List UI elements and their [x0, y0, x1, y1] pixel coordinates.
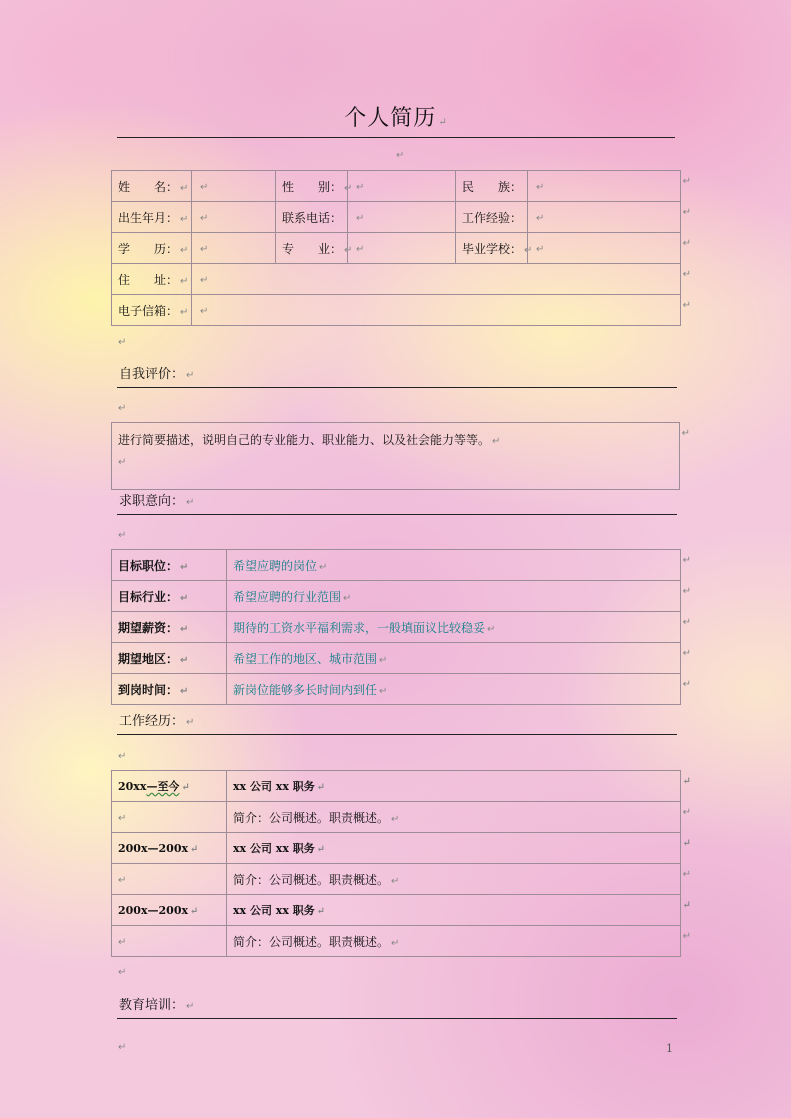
education-heading: 教育培训： ↵	[117, 995, 677, 1019]
address-label: 住 址： ↵	[112, 264, 192, 295]
table-row	[112, 423, 680, 490]
target-position-value[interactable]: 希望应聘的岗位 ↵ ↵	[227, 550, 681, 581]
work-description[interactable]: 简介：公司概述。职责概述。 ↵ ↵	[227, 864, 681, 895]
email-value[interactable]: ↵ ↵	[192, 295, 681, 326]
work-period: 200x—200x ↵	[112, 833, 227, 864]
education-label: 学 历： ↵	[112, 233, 192, 264]
paragraph-mark: ↵	[118, 403, 127, 414]
work-description[interactable]: 简介：公司概述。职责概述。 ↵ ↵	[227, 802, 681, 833]
table-row	[112, 833, 681, 864]
job-intent-table	[111, 549, 691, 705]
work-table	[111, 770, 691, 957]
job-intent-heading: 求职意向： ↵	[117, 491, 677, 515]
email-label: 电子信箱： ↵	[112, 295, 192, 326]
start-time-label: 到岗时间： ↵	[112, 674, 227, 705]
school-label: 毕业学校： ↵	[456, 233, 528, 264]
gender-value[interactable]: ↵	[348, 171, 456, 202]
paragraph-mark: ↵	[118, 530, 127, 541]
work-company[interactable]: xx 公司 xx 职务 ↵ ↵	[227, 771, 681, 802]
table-row	[112, 581, 681, 612]
empty-cell: ↵	[112, 864, 227, 895]
major-label: 专 业： ↵	[276, 233, 348, 264]
table-row	[112, 674, 681, 705]
table-row	[112, 771, 681, 802]
paragraph-mark: ↵	[438, 117, 448, 128]
major-value[interactable]: ↵	[348, 233, 456, 264]
expected-region-label: 期望地区： ↵	[112, 643, 227, 674]
work-description[interactable]: 简介：公司概述。职责概述。 ↵ ↵	[227, 926, 681, 957]
page-number: 1	[666, 1042, 673, 1055]
paragraph-mark: ↵	[118, 751, 127, 762]
self-eval-box	[111, 422, 690, 490]
work-heading: 工作经历： ↵	[117, 711, 677, 735]
table-row	[112, 550, 681, 581]
school-value[interactable]: ↵ ↵	[528, 233, 681, 264]
ethnicity-value[interactable]: ↵ ↵	[528, 171, 681, 202]
basic-info-table	[111, 170, 691, 326]
paragraph-mark: ↵	[118, 1042, 127, 1053]
empty-cell: ↵	[112, 926, 227, 957]
work-period: 200x—200x ↵	[112, 895, 227, 926]
table-row	[112, 895, 681, 926]
paragraph-mark: ↵	[118, 967, 127, 978]
address-value[interactable]: ↵ ↵	[192, 264, 681, 295]
birth-label: 出生年月： ↵	[112, 202, 192, 233]
empty-cell: ↵	[112, 802, 227, 833]
table-row	[112, 264, 681, 295]
table-row	[112, 926, 681, 957]
table-row	[112, 802, 681, 833]
self-eval-heading: 自我评价： ↵	[117, 364, 677, 388]
name-value[interactable]: ↵	[192, 171, 276, 202]
table-row	[112, 233, 681, 264]
experience-value[interactable]: ↵ ↵	[528, 202, 681, 233]
table-row	[112, 612, 681, 643]
target-industry-label: 目标行业： ↵	[112, 581, 227, 612]
work-company[interactable]: xx 公司 xx 职务 ↵ ↵	[227, 895, 681, 926]
paragraph-mark: ↵	[118, 337, 127, 348]
start-time-value[interactable]: 新岗位能够多长时间内到任 ↵ ↵	[227, 674, 681, 705]
table-row	[112, 171, 681, 202]
ethnicity-label: 民 族：	[456, 171, 528, 202]
table-row	[112, 643, 681, 674]
name-label: 姓 名： ↵	[112, 171, 192, 202]
paragraph-mark: ↵	[396, 150, 405, 161]
experience-label: 工作经验：	[456, 202, 528, 233]
expected-salary-value[interactable]: 期待的工资水平福利需求，一般填面议比较稳妥 ↵ ↵	[227, 612, 681, 643]
gender-label: 性 别： ↵	[276, 171, 348, 202]
work-period: 20xx—至今 ↵	[112, 771, 227, 802]
phone-value[interactable]: ↵	[348, 202, 456, 233]
birth-value[interactable]: ↵	[192, 202, 276, 233]
expected-region-value[interactable]: 希望工作的地区、城市范围 ↵ ↵	[227, 643, 681, 674]
expected-salary-label: 期望薪资： ↵	[112, 612, 227, 643]
self-eval-text[interactable]: 进行简要描述，说明自己的专业能力、职业能力、以及社会能力等等。 ↵ ↵ ↵	[112, 423, 680, 490]
table-row	[112, 864, 681, 895]
work-company[interactable]: xx 公司 xx 职务 ↵ ↵	[227, 833, 681, 864]
education-value[interactable]: ↵	[192, 233, 276, 264]
target-industry-value[interactable]: 希望应聘的行业范围 ↵ ↵	[227, 581, 681, 612]
table-row	[112, 202, 681, 233]
target-position-label: 目标职位： ↵	[112, 550, 227, 581]
phone-label: 联系电话：	[276, 202, 348, 233]
resume-title: 个人简历 ↵	[117, 100, 675, 138]
table-row	[112, 295, 681, 326]
